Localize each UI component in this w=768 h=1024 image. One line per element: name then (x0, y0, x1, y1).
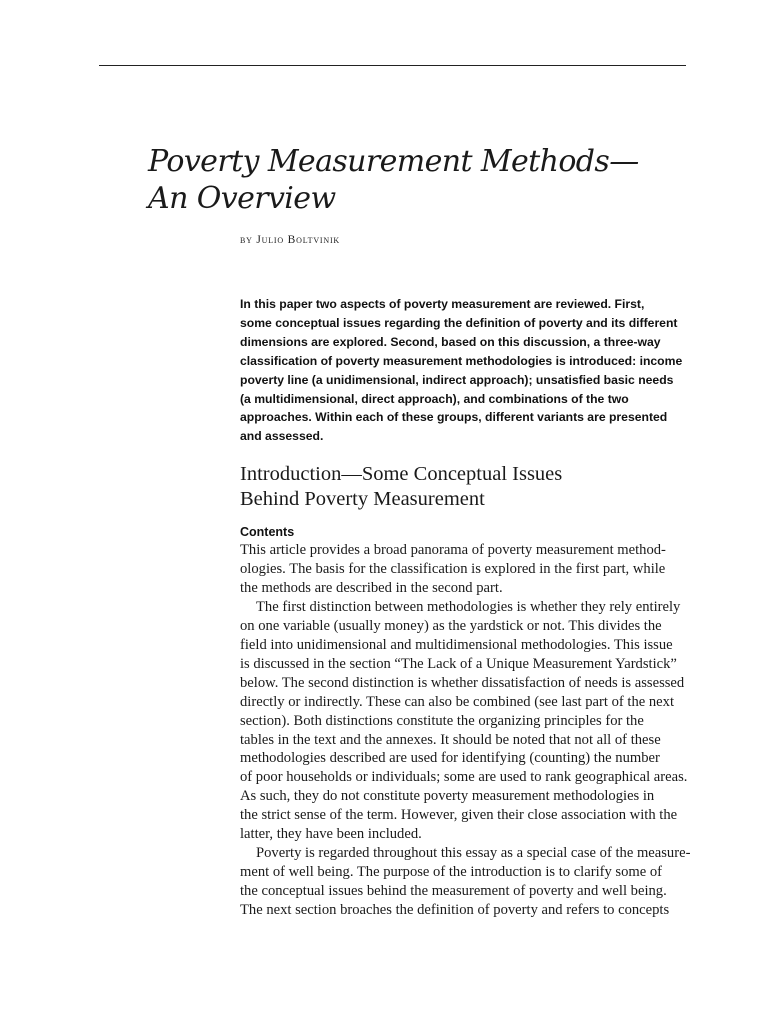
abstract-line: (a multidimensional, direct approach), and combinations of the two (240, 391, 629, 406)
body-line: The next section broaches the definition of poverty and refers to concepts (240, 902, 670, 919)
body-line: the strict sense of the term. However, given their close association with the (240, 807, 678, 824)
contents-subheading: Contents (240, 525, 295, 539)
page-title (148, 143, 708, 217)
body-line: below. The second distinction is whether dissatisfaction of needs is assessed (240, 674, 685, 691)
body-line: the methods are described in the second part. (240, 579, 503, 596)
body-line: directly or indirectly. These can also be combined (see last part of the next (240, 693, 675, 710)
body-line: This article provides a broad panorama of poverty measurement method- (240, 542, 666, 558)
author-byline: by Julio Boltvinik (240, 234, 340, 246)
title-line-1: Poverty Measurement Methods— (148, 144, 639, 179)
title-line-2: An Overview (148, 181, 336, 216)
body-line: ologies. The basis for the classification is explored in the first part, while (240, 560, 666, 577)
top-rule (99, 65, 686, 66)
abstract-line: classification of poverty measurement methodologies is introduced: income (240, 353, 683, 368)
body-text (240, 541, 690, 920)
body-line: ment of well being. The purpose of the introduction is to clarify some of (240, 864, 663, 881)
abstract-line: dimensions are explored. Second, based on this discussion, a three-way (240, 334, 661, 349)
section-heading-line-2: Behind Poverty Measurement (240, 488, 485, 510)
abstract-line: approaches. Within each of these groups, different variants are presented (240, 410, 668, 425)
body-line: section). Both distinctions constitute the organizing principles for the (240, 712, 644, 729)
body-line: the conceptual issues behind the measurement of poverty and well being. (240, 883, 667, 900)
body-line: tables in the text and the annexes. It should be noted that not all of these (240, 731, 661, 748)
section-heading (240, 462, 562, 512)
body-line: As such, they do not constitute poverty measurement methodologies in (240, 788, 655, 805)
abstract (240, 295, 690, 446)
body-line: field into unidimensional and multidimensional methodologies. This issue (240, 636, 673, 653)
body-line: The first distinction between methodologies is whether they rely entirely (256, 598, 681, 615)
section-heading-line-1: Introduction—Some Conceptual Issues (240, 463, 563, 485)
abstract-line: and assessed. (240, 429, 324, 444)
abstract-line: poverty line (a unidimensional, indirect approach); unsatisfied basic needs (240, 372, 674, 387)
body-line: of poor households or individuals; some are used to rank geographical areas. (240, 769, 688, 786)
abstract-line: some conceptual issues regarding the definition of poverty and its different (240, 315, 678, 330)
body-line: Poverty is regarded throughout this essay as a special case of the measure- (256, 845, 691, 862)
body-line: is discussed in the section “The Lack of a Unique Measurement Yardstick” (240, 655, 677, 672)
body-line: latter, they have been included. (240, 826, 422, 843)
body-line: methodologies described are used for identifying (counting) the number (240, 750, 660, 767)
abstract-line: In this paper two aspects of poverty measurement are reviewed. First, (240, 297, 645, 311)
body-line: on one variable (usually money) as the yardstick or not. This divides the (240, 617, 662, 634)
